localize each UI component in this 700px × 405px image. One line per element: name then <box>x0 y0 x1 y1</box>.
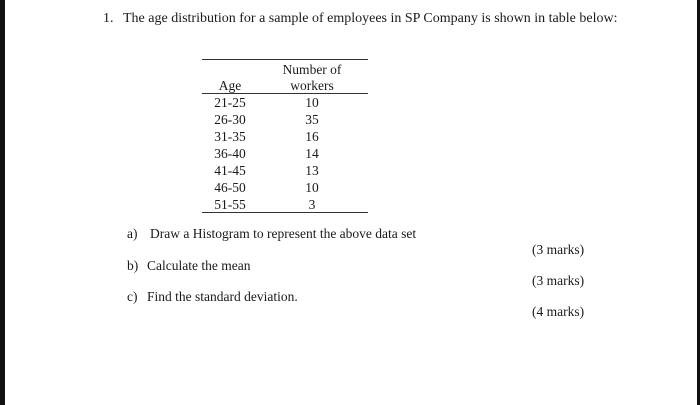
table-header-rule <box>202 93 368 94</box>
table-row-count: 3 <box>308 197 316 212</box>
table-row-count: 14 <box>305 146 319 161</box>
part-a-label: a) <box>127 226 138 241</box>
header-count-line2: workers <box>290 78 334 93</box>
header-age: Age <box>218 78 242 93</box>
header-count-line1: Number of <box>282 62 342 77</box>
part-c-marks: (4 marks) <box>532 304 585 319</box>
table-row-count: 10 <box>305 95 319 110</box>
table-row-age: 21-25 <box>214 95 246 110</box>
part-c-label: c) <box>127 289 138 304</box>
table-row-age: 46-50 <box>214 180 246 195</box>
table-row-count: 35 <box>305 112 319 127</box>
table-row-age: 31-35 <box>214 129 246 144</box>
table-row-age: 51-55 <box>214 197 246 212</box>
part-a-text: Draw a Histogram to represent the above data set <box>150 226 417 241</box>
table-bottom-rule <box>202 212 368 213</box>
table-row-count: 16 <box>305 129 319 144</box>
table-row-count: 13 <box>305 163 319 178</box>
part-b-marks: (3 marks) <box>532 273 585 288</box>
question-text: The age distribution for a sample of employees in SP Company is shown in table below: <box>123 11 618 26</box>
question-number: 1. <box>103 11 114 26</box>
part-a-marks: (3 marks) <box>532 242 585 257</box>
left-border <box>0 0 5 405</box>
table-row-age: 36-40 <box>214 146 246 161</box>
table-row-age: 26-30 <box>214 112 246 127</box>
part-b-label: b) <box>127 258 139 273</box>
part-b-text: Calculate the mean <box>147 258 251 273</box>
table-row-count: 10 <box>305 180 319 195</box>
part-c-text: Find the standard deviation. <box>147 289 298 304</box>
table-row-age: 41-45 <box>214 163 246 178</box>
table-top-rule <box>202 59 368 60</box>
